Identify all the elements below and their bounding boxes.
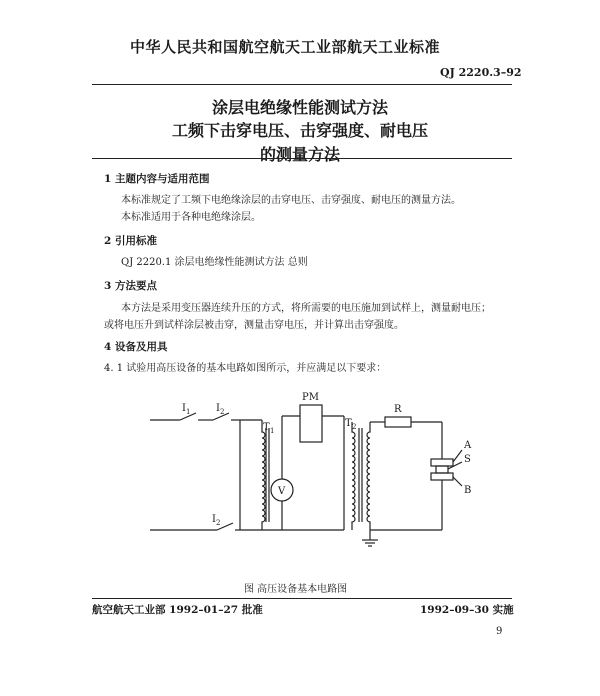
title-line-3: 的测量方法 [259,145,340,164]
section-1-heading: 1 主题内容与适用范围 [104,173,210,185]
section-3-paragraph-1: 本方法是采用变压器连续升压的方式，将所需要的电压施加到试样上，测量耐电压； [121,303,491,314]
label-a: A [464,440,472,451]
page-number: 9 [496,626,503,637]
label-i2: I [216,403,220,414]
label-t1-sub: 1 [270,427,275,435]
t1-coil [262,422,265,530]
label-t2: T [345,418,352,429]
section-2-heading: 2 引用标准 [104,235,157,247]
label-i1: I [182,403,186,414]
resistor-r [385,417,411,427]
standard-code: QJ 2220.3–92 [440,66,522,79]
section-3-paragraph-2: 或将电压升到试样涂层被击穿，测量击穿电压，并计算出击穿强度。 [104,320,404,331]
label-b: B [464,485,472,496]
t2-secondary-coil [367,422,370,530]
section-2-reference: QJ 2220.1 涂层电绝缘性能测试方法 总则 [121,257,308,268]
title-line-2: 工频下击穿电压、击穿强度、耐电压 [171,121,428,140]
label-i1-sub: 1 [186,408,191,416]
approval-date: 航空航天工业部 1992–01–27 批准 [92,604,263,616]
leader-b [453,477,462,486]
section-3-heading: 3 方法要点 [104,280,157,292]
label-i2-sub: 2 [220,408,225,416]
section-1-paragraph-1: 本标准规定了工频下电绝缘涂层的击穿电压、击穿强度、耐电压的测量方法。 [121,195,461,206]
electrode-a [431,459,453,466]
section-4-paragraph-1: 4. 1 试验用高压设备的基本电路如图所示，并应满足以下要求： [104,363,387,374]
title-line-1: 涂层电绝缘性能测试方法 [211,98,388,117]
label-pm: PM [302,392,319,403]
label-r: R [394,404,402,415]
pm-meter-box [300,405,322,442]
leader-a [453,450,462,462]
figure-caption: 图 高压设备基本电路图 [244,584,348,595]
label-s: S [464,454,471,465]
label-i3-sub: 2 [216,519,221,527]
label-i3: I [212,514,216,525]
section-1-paragraph-2: 本标准适用于各种电绝缘涂层。 [121,212,261,223]
t2-primary-coil [352,422,355,530]
footer-rule [92,598,512,599]
specimen-s [436,466,448,473]
electrode-b [431,473,453,480]
label-v: V [278,486,286,497]
effective-date: 1992–09–30 实施 [420,604,514,616]
standard-header: 中华人民共和国航空航天工业部航天工业标准 [130,38,441,56]
label-t1: T [263,422,270,433]
section-4-heading: 4 设备及用具 [104,341,168,353]
label-t2-sub: 2 [352,423,357,431]
